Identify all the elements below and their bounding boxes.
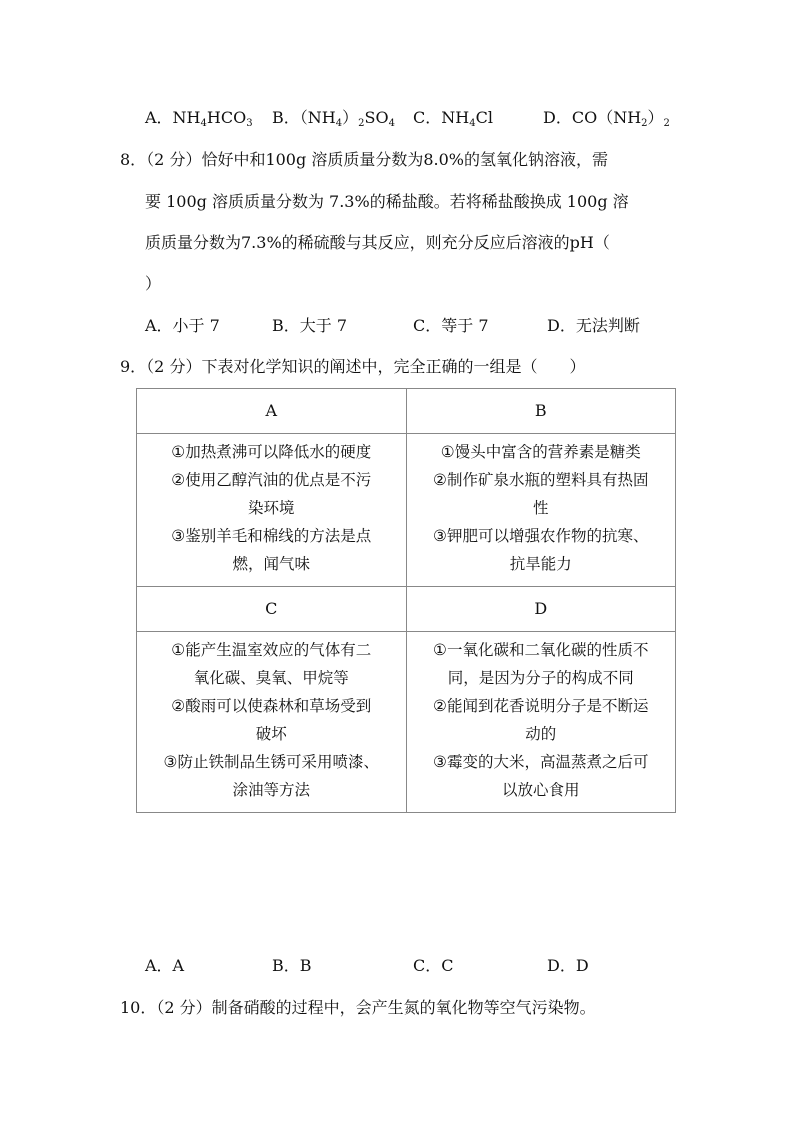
- cell-b-line: 抗旱能力: [509, 555, 572, 573]
- cell-c-line: 破坏: [255, 725, 287, 743]
- cell-d-line: 同，是因为分子的构成不同: [447, 669, 634, 687]
- cell-a-line: 染环境: [247, 499, 295, 517]
- cell-c-line: ③防止铁制品生锈可采用喷漆、: [163, 753, 379, 771]
- cell-d-line: ②能闻到花香说明分子是不断运: [433, 697, 649, 715]
- q7-option-a: A．$NH_4HCO_3$: [145, 108, 253, 129]
- q10-stem: 10．（2 分）制备硝酸的过程中，会产生氮的氧化物等空气污染物。: [120, 998, 596, 1017]
- q9-option-d: D．D: [547, 956, 589, 975]
- cell-b-line: ①馒头中富含的营养素是糖类: [440, 443, 641, 461]
- cell-a-line: ②使用乙醇汽油的优点是不污: [171, 471, 372, 489]
- cell-b-line: ③钾肥可以增强农作物的抗寒、: [433, 527, 649, 545]
- header-c: C: [137, 587, 407, 632]
- cell-c-line: 涂油等方法: [232, 781, 310, 799]
- q9-stem: 9．（2 分）下表对化学知识的阐述中，完全正确的一组是（ ）: [120, 357, 586, 376]
- q8-line-4: ）: [145, 274, 162, 293]
- cell-d: [406, 632, 676, 813]
- cell-d-line: 动的: [525, 725, 557, 743]
- q8-line-2: 要 100g 溶质质量分数为 7.3%的稀盐酸。若将稀盐酸换成 100g 溶: [145, 192, 629, 211]
- cell-a: [137, 434, 407, 587]
- q8-option-d: D．无法判断: [547, 316, 640, 335]
- cell-d-line: ③霉变的大米，高温蒸煮之后可: [433, 753, 649, 771]
- cell-a-line: ①加热煮沸可以降低水的硬度: [171, 443, 372, 461]
- q8-line-1: 8．（2 分）恰好中和100g 溶质质量分数为8.0%的氢氧化钠溶液，需: [120, 150, 608, 169]
- header-b: B: [406, 389, 676, 434]
- q9-option-c: C．C: [413, 956, 454, 975]
- cell-b-line: ②制作矿泉水瓶的塑料具有热固: [433, 471, 649, 489]
- q8-option-b: B．大于 7: [272, 316, 348, 335]
- header-d: D: [406, 587, 676, 632]
- q8-line-3: 质质量分数为7.3%的稀硫酸与其反应，则充分反应后溶液的pH（: [145, 233, 610, 252]
- q7-option-b: B．$(NH_4)_2SO_4$: [272, 108, 395, 129]
- cell-c-line: 氧化碳、臭氧、甲烷等: [193, 669, 349, 687]
- cell-b: [406, 434, 676, 587]
- cell-c-line: ②酸雨可以使森林和草场受到: [171, 697, 372, 715]
- cell-c-line: ①能产生温室效应的气体有二: [171, 641, 372, 659]
- cell-a-line: ③鉴别羊毛和棉线的方法是点: [171, 527, 372, 545]
- q7-option-c: C．$NH_4Cl$: [413, 108, 493, 129]
- q7-option-d: D．$CO(NH_2)_2$: [543, 108, 670, 129]
- q9-option-a: A．A: [145, 956, 185, 975]
- cell-c: [137, 632, 407, 813]
- q9-option-b: B．B: [272, 956, 312, 975]
- cell-d-line: 以放心食用: [501, 781, 580, 799]
- q8-option-a: A．小于 7: [145, 316, 220, 335]
- q8-option-c: C．等于 7: [413, 316, 489, 335]
- cell-d-line: ①一氧化碳和二氧化碳的性质不: [433, 641, 649, 659]
- cell-b-line: 性: [532, 499, 549, 517]
- cell-a-line: 燃，闻气味: [232, 555, 310, 573]
- header-a: A: [137, 389, 407, 434]
- q9-table: [136, 388, 676, 813]
